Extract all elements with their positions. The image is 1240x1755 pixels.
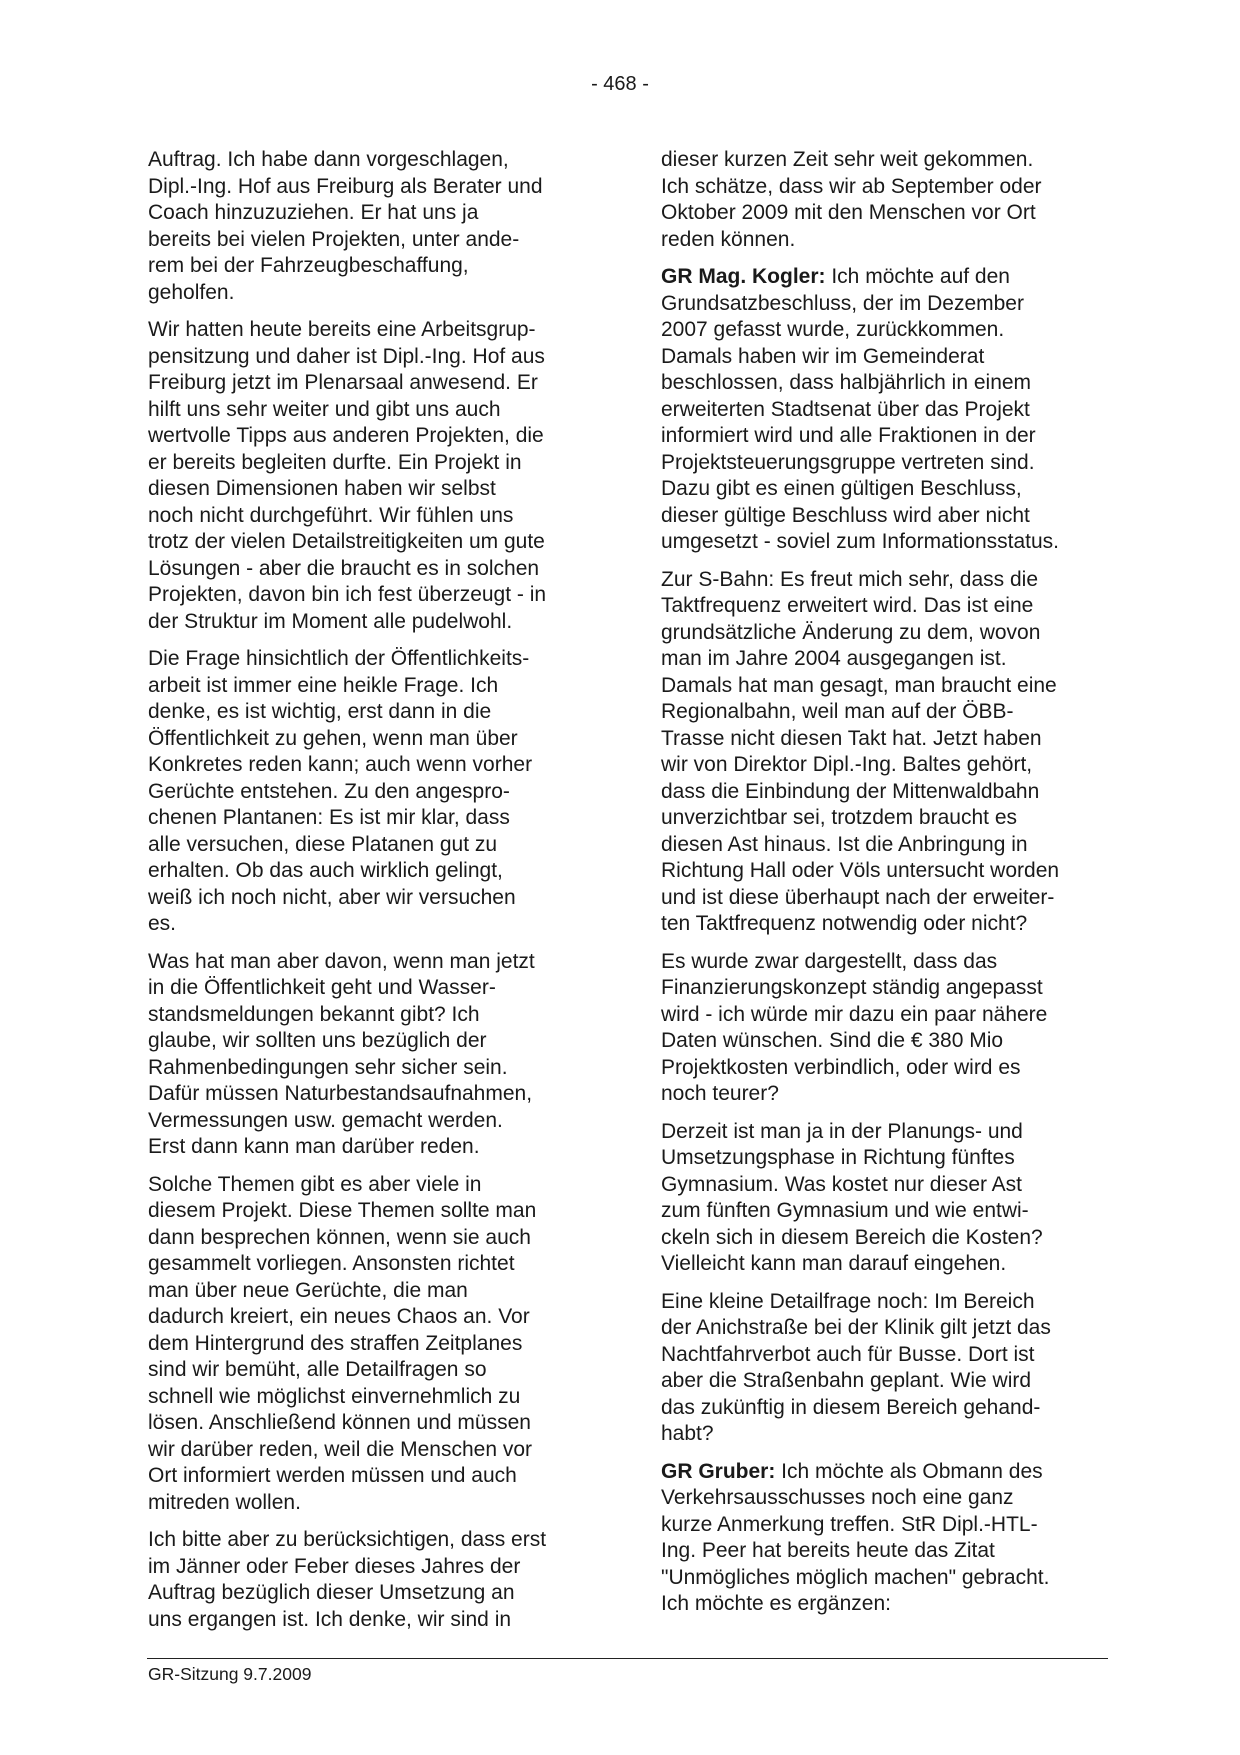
text-line: sind wir bemüht, alle Detailfragen so <box>148 1358 487 1381</box>
text-line: Was hat man aber davon, wenn man jetzt <box>148 949 535 973</box>
text-line: Gymnasium. Was kostet nur dieser Ast <box>661 1172 1023 1196</box>
text-line: Ing. Peer hat bereits heute das Zitat <box>661 1539 995 1562</box>
page-number: - 468 - <box>591 73 649 95</box>
text-line: Auftrag bezüglich dieser Umsetzung an <box>148 1581 515 1604</box>
paragraph <box>661 1459 1107 1618</box>
paragraph <box>148 949 588 1161</box>
text-line: dann besprechen können, wenn sie auch <box>148 1225 531 1249</box>
text-line: standsmeldungen bekannt gibt? Ich <box>148 1002 480 1026</box>
text-line: Öffentlichkeit zu gehen, wenn man über <box>148 726 518 750</box>
text-line: gesammelt vorliegen. Ansonsten richtet <box>148 1252 515 1275</box>
paragraph <box>148 1527 588 1633</box>
text-line: Ich schätze, dass wir ab September oder <box>661 174 1042 198</box>
text-line: das zukünftig in diesem Bereich gehand- <box>661 1395 1041 1419</box>
text-line: unverzichtbar sei, trotzdem braucht es <box>661 806 1017 829</box>
text-line: Verkehrsausschusses noch eine ganz <box>661 1486 1014 1509</box>
text-line: erhalten. Ob das auch wirklich gelingt, <box>148 859 503 882</box>
text-line: arbeit ist immer eine heikle Frage. Ich <box>148 673 499 697</box>
text-line: pensitzung und daher ist Dipl.-Ing. Hof aus <box>148 344 545 368</box>
text-line: Ort informiert werden müssen und auch <box>148 1464 517 1487</box>
text-line: Ich möchte es ergänzen: <box>661 1592 891 1615</box>
text-line: Taktfrequenz erweitert wird. Das ist eine <box>661 594 1034 617</box>
text-line: habt? <box>661 1422 714 1445</box>
text-line: Auftrag. Ich habe dann vorgeschlagen, <box>148 148 509 171</box>
text-line: hilft uns sehr weiter und gibt uns auch <box>148 397 501 421</box>
text-line: Dafür müssen Naturbestandsaufnahmen, <box>148 1082 533 1105</box>
text-line: mitreden wollen. <box>148 1490 301 1514</box>
text-line: es. <box>148 912 177 935</box>
paragraph <box>661 949 1107 1108</box>
paragraph <box>661 567 1107 938</box>
text-line: der Anichstraße bei der Klinik gilt jetzt das <box>661 1316 1051 1339</box>
text-line: chenen Plantanen: Es ist mir klar, dass <box>148 806 510 829</box>
text-line: zum fünften Gymnasium und wie entwi- <box>661 1199 1029 1222</box>
text-line: in die Öffentlichkeit geht und Wasser- <box>148 976 496 999</box>
text-line: man im Jahre 2004 ausgegangen ist. <box>661 647 1007 670</box>
paragraph <box>148 1172 588 1517</box>
text-line: Die Frage hinsichtlich der Öffentlichkeits- <box>148 647 530 670</box>
text-line: Eine kleine Detailfrage noch: Im Bereich <box>661 1289 1035 1313</box>
text-line: lösen. Anschließend können und müssen <box>148 1411 531 1434</box>
text-line: geholfen. <box>148 280 235 304</box>
text-line: dieser kurzen Zeit sehr weit gekommen. <box>661 148 1034 171</box>
text-line: trotz der vielen Detailstreitigkeiten um gute <box>148 530 545 553</box>
text-line: aber die Straßenbahn geplant. Wie wird <box>661 1369 1032 1392</box>
text-line: umgesetzt - soviel zum Informationsstatus. <box>661 530 1059 553</box>
text-line: Grundsatzbeschluss, der im Dezember <box>661 291 1024 315</box>
text-line: Lösungen - aber die braucht es in solchen <box>148 556 540 580</box>
text-line: schnell wie möglichst einvernehmlich zu <box>148 1384 521 1408</box>
text-line: diesen Dimensionen haben wir selbst <box>148 477 496 500</box>
text-line: wir darüber reden, weil die Menschen vor <box>148 1437 533 1461</box>
speaker-name: GR Mag. Kogler: <box>661 265 826 288</box>
text-line <box>661 264 1107 291</box>
speaker-name: GR Gruber: <box>661 1459 776 1483</box>
paragraph <box>148 147 588 306</box>
text-line: Vermessungen usw. gemacht werden. <box>148 1108 503 1132</box>
text-line: dem Hintergrund des straffen Zeitplanes <box>148 1331 523 1355</box>
text-line: im Jänner oder Feber dieses Jahres der <box>148 1554 521 1578</box>
paragraph <box>661 1289 1107 1448</box>
speech-text: Ich möchte auf den <box>825 265 1010 288</box>
text-line: denke, es ist wichtig, erst dann in die <box>148 700 492 723</box>
text-line: Vielleicht kann man darauf eingehen. <box>661 1252 1007 1275</box>
right-text-column <box>661 147 1107 1629</box>
paragraph <box>148 317 588 635</box>
text-line: Damals hat man gesagt, man braucht eine <box>661 673 1057 697</box>
text-line: diesem Projekt. Diese Themen sollte man <box>148 1199 537 1222</box>
text-line: Dipl.-Ing. Hof aus Freiburg als Berater und <box>148 174 543 198</box>
text-line: wir von Direktor Dipl.-Ing. Baltes gehört, <box>661 753 1033 776</box>
footer-session-label: GR-Sitzung 9.7.2009 <box>148 1664 312 1684</box>
text-line: Dazu gibt es einen gültigen Beschluss, <box>661 477 1022 500</box>
text-line: er bereits begleiten durfte. Ein Projekt in <box>148 450 522 474</box>
text-line: kurze Anmerkung treffen. StR Dipl.-HTL- <box>661 1512 1038 1536</box>
text-line: reden können. <box>661 227 796 251</box>
text-line: Nachtfahrverbot auch für Busse. Dort ist <box>661 1342 1035 1366</box>
text-line: Coach hinzuzuziehen. Er hat uns ja <box>148 201 479 224</box>
text-line: "Unmögliches möglich machen" gebracht. <box>661 1565 1050 1589</box>
text-line: Gerüchte entstehen. Zu den angespro- <box>148 779 510 803</box>
text-line: Projektsteuerungsgruppe vertreten sind. <box>661 450 1035 474</box>
text-line: noch teurer? <box>661 1082 779 1105</box>
text-line: Projektkosten verbindlich, oder wird es <box>661 1055 1021 1079</box>
text-line: rem bei der Fahrzeugbeschaffung, <box>148 254 469 277</box>
text-line: Trasse nicht diesen Takt hat. Jetzt haben <box>661 726 1042 750</box>
text-line: Damals haben wir im Gemeinderat <box>661 344 985 368</box>
text-line: Ich bitte aber zu berücksichtigen, dass erst <box>148 1528 547 1551</box>
text-line: und ist diese überhaupt nach der erweiter- <box>661 885 1055 909</box>
text-line: dass die Einbindung der Mittenwaldbahn <box>661 779 1040 803</box>
left-text-column <box>148 147 588 1644</box>
paragraph <box>661 1119 1107 1278</box>
paragraph <box>661 264 1107 556</box>
text-line <box>661 1459 1107 1486</box>
footer-divider <box>147 1658 1108 1659</box>
text-line: Regionalbahn, weil man auf der ÖBB- <box>661 700 1014 723</box>
paragraph <box>148 646 588 938</box>
text-line: uns ergangen ist. Ich denke, wir sind in <box>148 1607 512 1631</box>
text-line: Projekten, davon bin ich fest überzeugt - in <box>148 583 547 606</box>
text-line: ckeln sich in diesem Bereich die Kosten? <box>661 1225 1043 1249</box>
text-line: Erst dann kann man darüber reden. <box>148 1135 480 1158</box>
text-line: Freiburg jetzt im Plenarsaal anwesend. Er <box>148 371 538 394</box>
text-line: Oktober 2009 mit den Menschen vor Ort <box>661 201 1036 224</box>
text-line: Wir hatten heute bereits eine Arbeitsgrup- <box>148 318 536 341</box>
text-line: Rahmenbedingungen sehr sicher sein. <box>148 1055 508 1079</box>
text-line: wertvolle Tipps aus anderen Projekten, die <box>148 424 544 447</box>
text-line: grundsätzliche Änderung zu dem, wovon <box>661 620 1041 644</box>
text-line: Finanzierungskonzept ständig angepasst <box>661 976 1043 999</box>
text-line: Richtung Hall oder Völs untersucht worden <box>661 859 1060 882</box>
text-line: Solche Themen gibt es aber viele in <box>148 1172 482 1196</box>
text-line: beschlossen, dass halbjährlich in einem <box>661 371 1032 394</box>
text-line: der Struktur im Moment alle pudelwohl. <box>148 609 513 633</box>
text-line: ten Taktfrequenz notwendig oder nicht? <box>661 912 1028 935</box>
text-line: Es wurde zwar dargestellt, dass das <box>661 949 998 973</box>
text-line: diesen Ast hinaus. Ist die Anbringung in <box>661 832 1028 856</box>
text-line: Umsetzungsphase in Richtung fünftes <box>661 1146 1015 1169</box>
text-line: informiert wird und alle Fraktionen in der <box>661 424 1036 447</box>
text-line: dadurch kreiert, ein neues Chaos an. Vor <box>148 1305 530 1328</box>
text-line: wird - ich würde mir dazu ein paar nähere <box>661 1002 1048 1026</box>
text-line: erweiterten Stadtsenat über das Projekt <box>661 397 1030 421</box>
text-line: man über neue Gerüchte, die man <box>148 1278 468 1302</box>
text-line: weiß ich noch nicht, aber wir versuchen <box>148 885 516 909</box>
text-line: Konkretes reden kann; auch wenn vorher <box>148 753 533 776</box>
speech-text: Ich möchte als Obmann des <box>775 1459 1043 1483</box>
paragraph <box>661 147 1107 253</box>
text-line: 2007 gefasst wurde, zurückkommen. <box>661 318 1005 341</box>
text-line: Daten wünschen. Sind die € 380 Mio <box>661 1029 1004 1052</box>
text-line: dieser gültige Beschluss wird aber nicht <box>661 503 1030 527</box>
text-line: Derzeit ist man ja in der Planungs- und <box>661 1119 1023 1143</box>
text-line: glaube, wir sollten uns bezüglich der <box>148 1029 487 1052</box>
text-line: noch nicht durchgeführt. Wir fühlen uns <box>148 503 514 527</box>
text-line: bereits bei vielen Projekten, unter ande- <box>148 227 520 251</box>
text-line: Zur S-Bahn: Es freut mich sehr, dass die <box>661 567 1038 591</box>
text-line: alle versuchen, diese Platanen gut zu <box>148 832 498 856</box>
